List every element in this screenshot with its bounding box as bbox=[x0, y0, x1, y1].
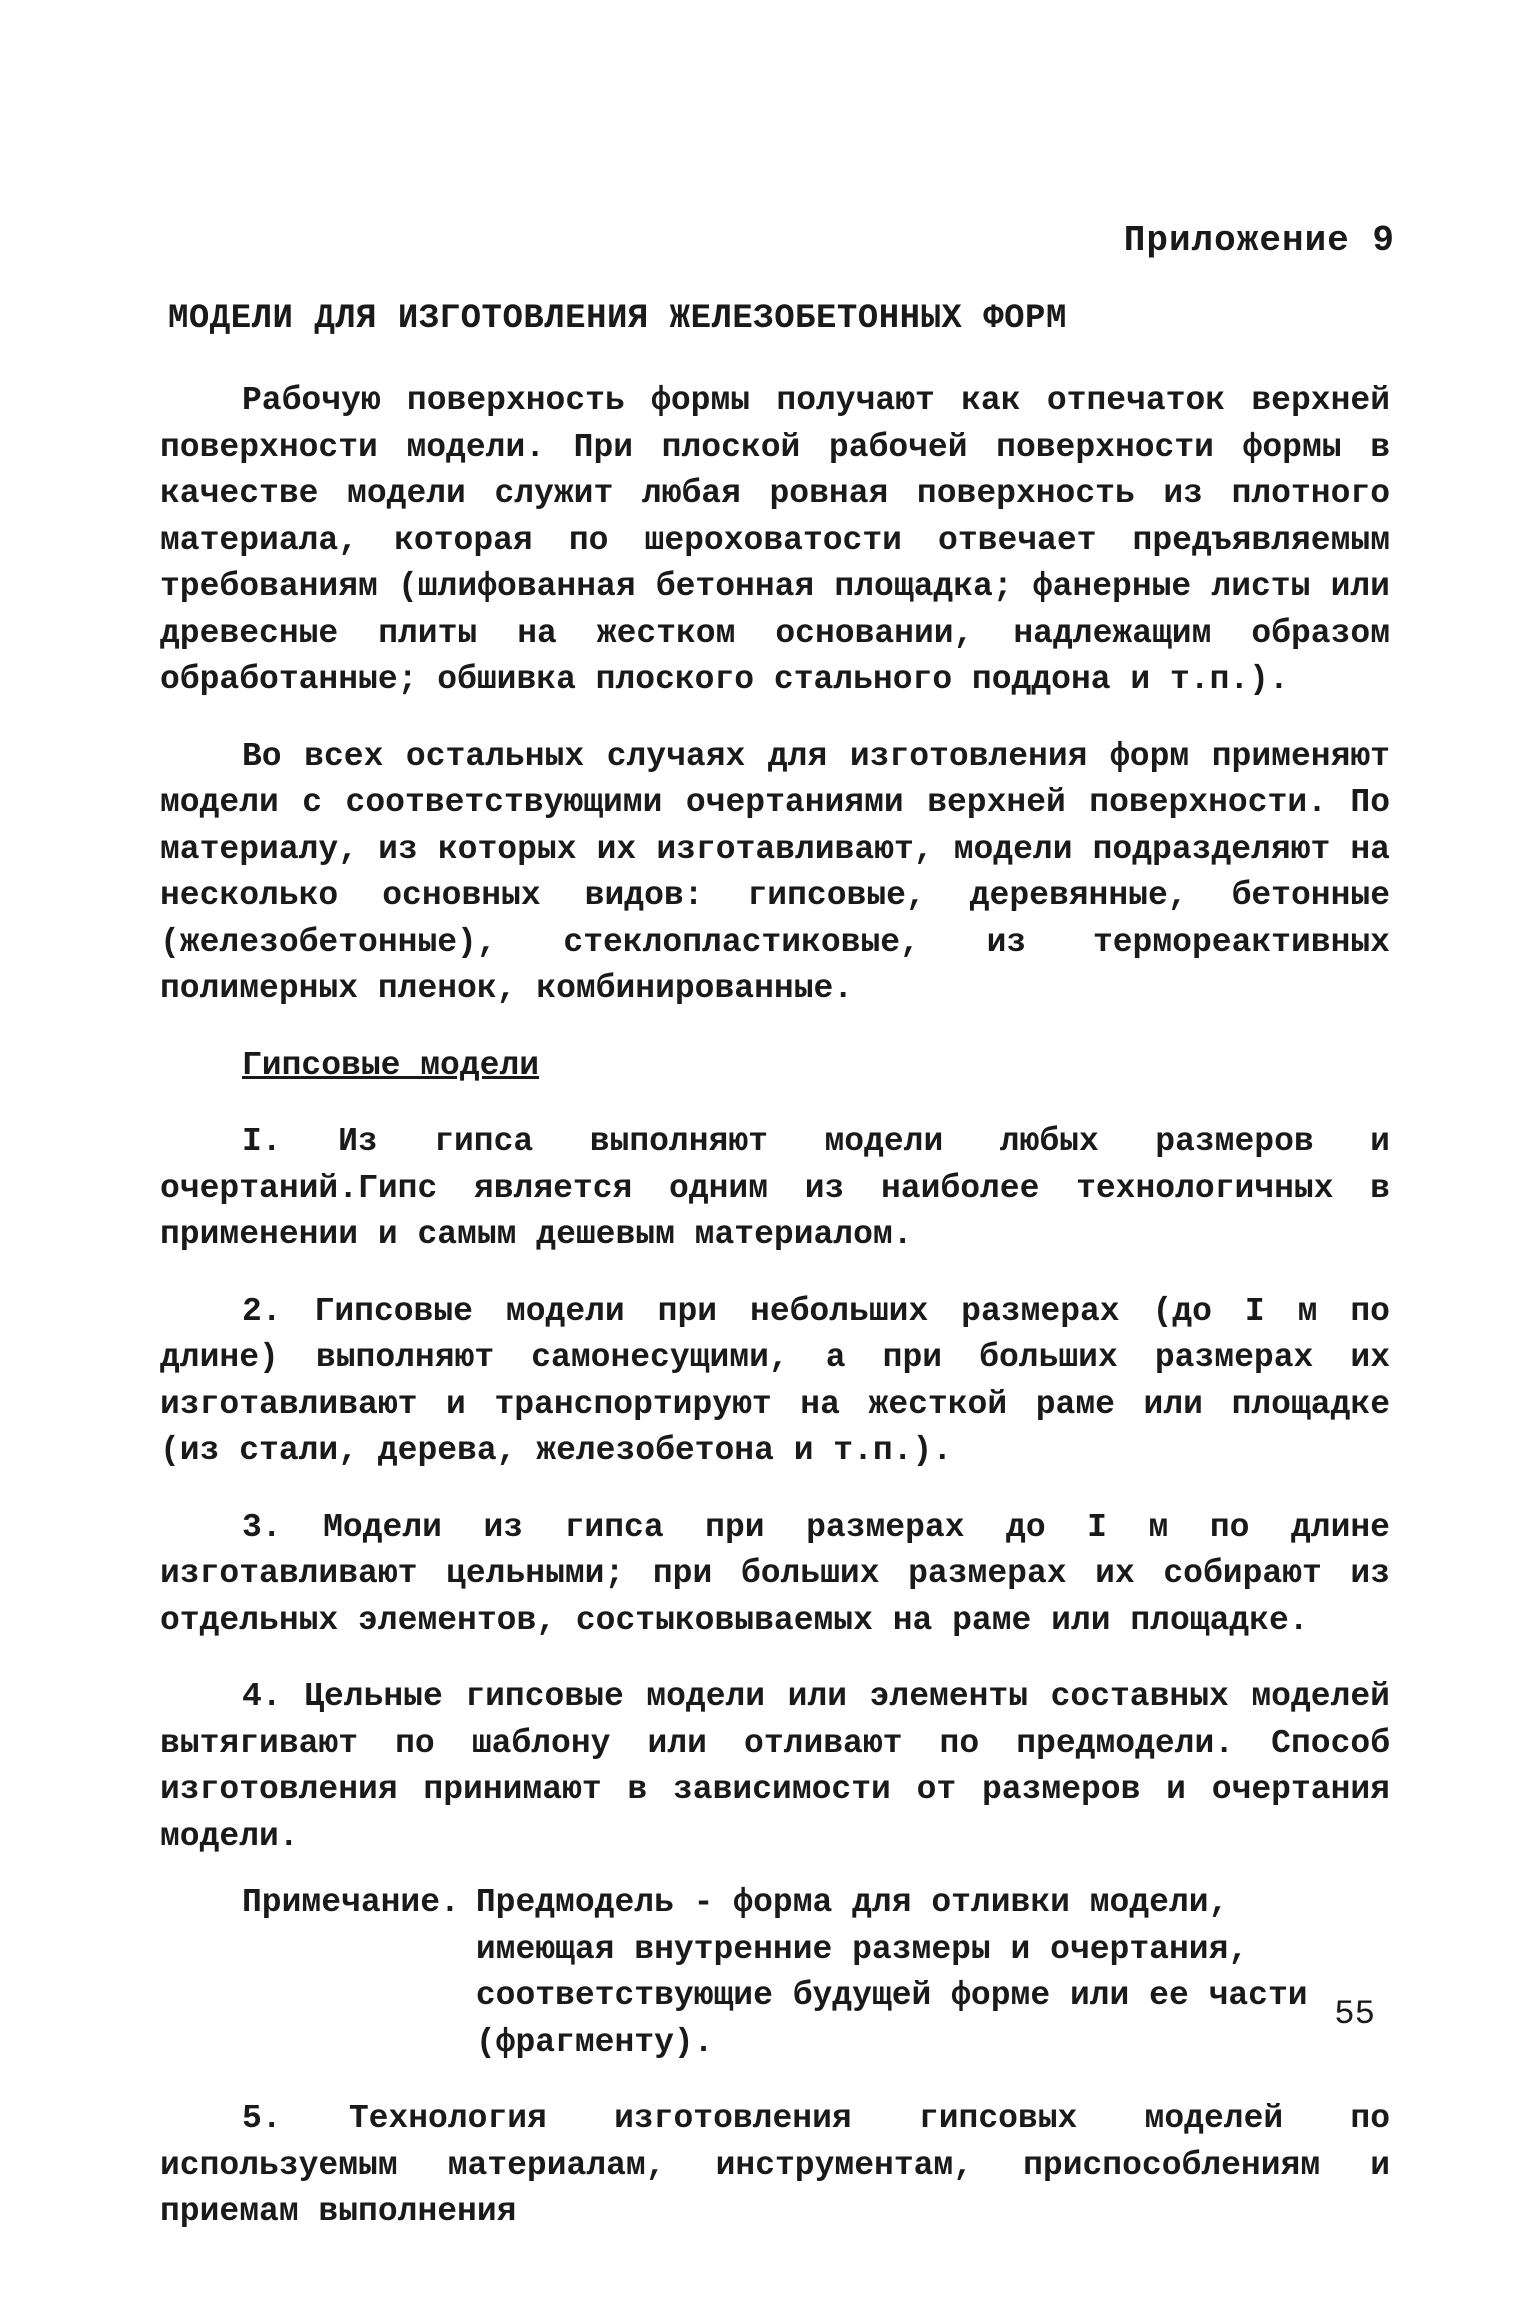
list-item-2: 2. Гипсовые модели при небольших размерах (до I м по длине) выполняют самонесущими, а при больших размерах их изготавливают и транспортируют на жесткой раме или площадке (из стали, дерева, железобетона и т.п.). bbox=[160, 1292, 1390, 1469]
document-body bbox=[160, 378, 1390, 2266]
list-item-5: 5. Технология изготовления гипсовых моделей по используемым материалам, инструментам, приспособлениям и приемам выполнения bbox=[160, 2100, 1390, 2230]
page-number: 55 bbox=[1334, 1996, 1375, 2034]
list-item-4: 4. Цельные гипсовые модели или элементы составных моделей вытягивают по шаблону или отливают по предмодели. Способ изготовления принимают в зависимости от размеров и очертания модели. bbox=[160, 1678, 1390, 1855]
paragraph-2: Во всех остальных случаях для изготовления форм применяют модели с соответствующими очертаниями верхней поверхности. По материалу, из которых их изготавливают, модели подразделяют на несколько основных видов: гипсовые, деревянные, бетонные (железобетонные), стеклопластиковые, из термореактивных полимерных пленок, комбинированные. bbox=[160, 737, 1390, 1007]
note-block bbox=[160, 1880, 1390, 2066]
note-label: Примечание. bbox=[242, 1884, 460, 1921]
document-title: МОДЕЛИ ДЛЯ ИЗГОТОВЛЕНИЯ ЖЕЛЕЗОБЕТОННЫХ ФОРМ bbox=[168, 300, 1067, 338]
paragraph-1: Рабочую поверхность формы получают как отпечаток верхней поверхности модели. При плоской рабочей поверхности формы в качестве модели служит любая ровная поверхность из плотного материала, которая по шероховатости отвечает предъявляемым требованиям (шлифованная бетонная площадка; фанерные листы или древесные плиты на жестком основании, надлежащим образом обработанные; обшивка плоского стального поддона и т.п.). bbox=[160, 382, 1390, 698]
section-heading-gypsum-models: Гипсовые модели bbox=[242, 1046, 540, 1084]
note-text: Предмодель - форма для отливки модели, имеющая внутренние размеры и очертания, соответствующие будущей форме или ее части (фрагменту). bbox=[475, 1884, 1308, 2061]
appendix-label: Приложение 9 bbox=[1123, 220, 1395, 261]
list-item-3: 3. Модели из гипса при размерах до I м по длине изготавливают цельными; при больших размерах их собирают из отдельных элементов, состыковываемых на раме или площадке. bbox=[160, 1508, 1390, 1639]
list-item-1: I. Из гипса выполняют модели любых размеров и очертаний.Гипс является одним из наиболее технологичных в применении и самым дешевым материалом. bbox=[160, 1123, 1390, 1253]
